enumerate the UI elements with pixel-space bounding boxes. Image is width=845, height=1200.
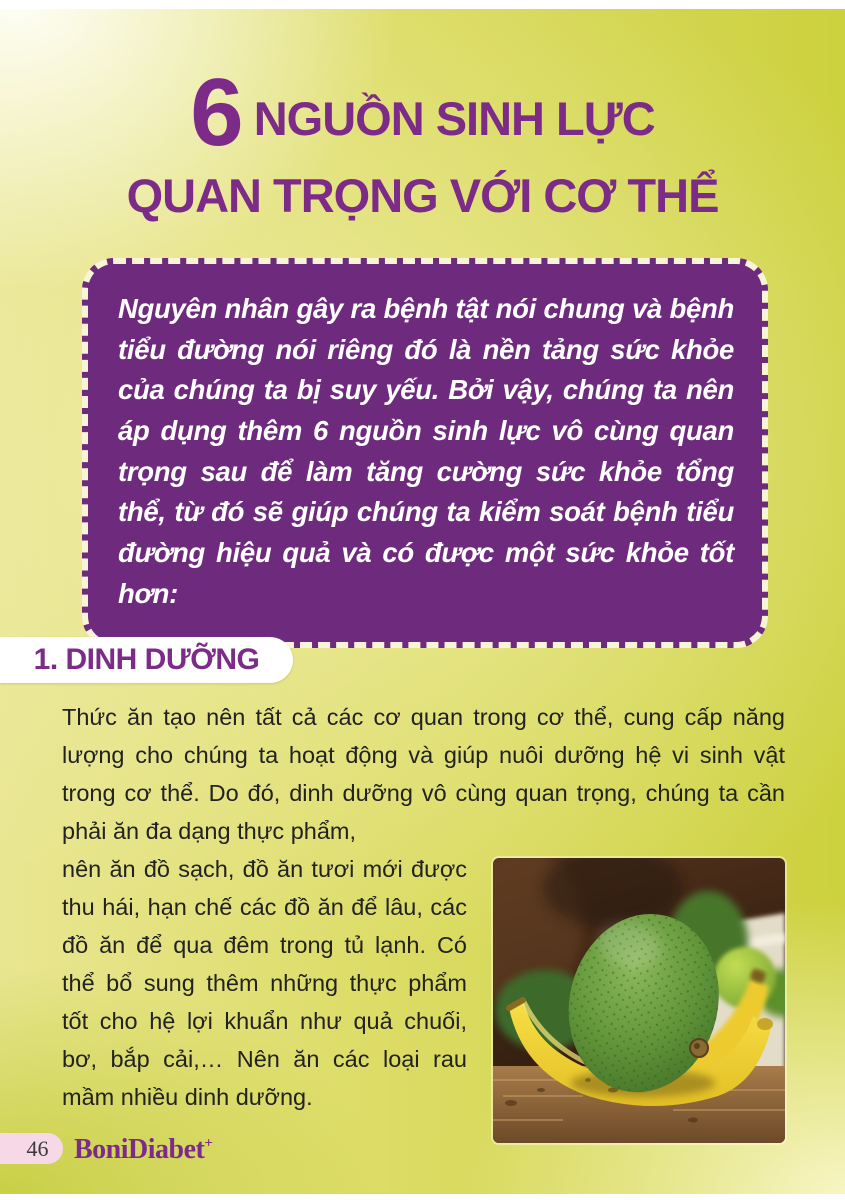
page-bottom-edge <box>0 1194 845 1200</box>
section-body <box>62 698 785 1147</box>
title-rest: NGUỒN SINH LỰC <box>253 92 655 145</box>
page-number: 46 <box>26 1135 49 1161</box>
title-number: 6 <box>190 59 244 166</box>
brand-logo <box>74 1134 212 1166</box>
page-top-edge <box>0 0 845 9</box>
section-heading: 1. DINH DƯỠNG <box>33 643 260 676</box>
section-paragraph <box>62 698 785 850</box>
title-line-1 <box>0 59 845 166</box>
intro-highlight-box <box>82 258 768 648</box>
brand-superscript: + <box>204 1135 213 1152</box>
paragraph-part-2: nên ăn đồ sạch, đồ ăn tươi mới được thu hái, hạn chế các đồ ăn để lâu, các đồ ăn để qua đêm trong tủ lạnh. Có thể bổ sung thêm những thực phẩm tốt cho hệ lợi khuẩn như quả chuối, bơ, bắp cải,… Nên ăn các loại rau mầm nhiều dinh dưỡng. <box>62 856 467 1110</box>
page-number-pill <box>0 1133 63 1164</box>
page-title <box>0 59 845 223</box>
title-line-2: QUAN TRỌNG VỚI CƠ THỂ <box>126 169 719 223</box>
food-photo <box>493 858 785 1143</box>
avocado-banana-illustration <box>493 858 785 1143</box>
paragraph-part-1: Thức ăn tạo nên tất cả các cơ quan trong cơ thể, cung cấp năng lượng cho chúng ta hoạt động và giúp nuôi dưỡng hệ vi sinh vật trong cơ thể. Do đó, dinh dưỡng vô cùng quan trọng, chúng ta cần phải ăn đa dạng thực phẩm, <box>62 704 785 844</box>
intro-text: Nguyên nhân gây ra bệnh tật nói chung và bệnh tiểu đường nói riêng đó là nền tảng sức khỏe của chúng ta bị suy yếu. Bởi vậy, chúng ta nên áp dụng thêm 6 nguồn sinh lực vô cùng quan trọng sau để làm tăng cường sức khỏe tổng thể, từ đó sẽ giúp chúng ta kiểm soát bệnh tiểu đường hiệu quả và có được một sức khỏe tốt hơn: <box>118 293 734 609</box>
section-heading-pill <box>0 637 293 683</box>
brand-name: BoniDiabet <box>74 1134 205 1165</box>
